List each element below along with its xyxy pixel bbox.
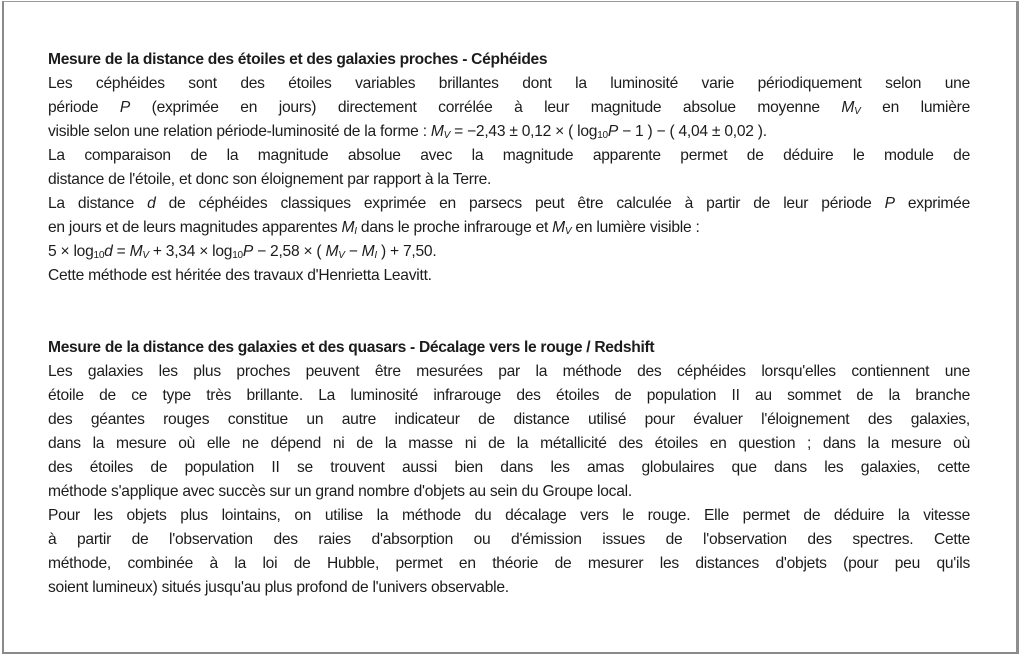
text-line: La comparaison de la magnitude absolue avec la magnitude apparente permet de déduire le module de	[48, 147, 970, 164]
document-body	[48, 48, 970, 600]
text-line: méthode s'applique avec succès sur un grand nombre d'objets au sein du Groupe local.	[48, 483, 632, 500]
text-line: dans la mesure où elle ne dépend ni de la masse ni de la métallicité des étoiles en question ; dans la mesure où	[48, 435, 970, 452]
text-line: La distance d de céphéides classiques exprimée en parsecs peut être calculée à partir de leur période P exprimée	[48, 195, 971, 212]
text-line: Les galaxies les plus proches peuvent être mesurées par la méthode des céphéides lorsqu'elles contiennent une	[48, 363, 970, 380]
section-paragraphs	[48, 360, 970, 600]
text-line: méthode, combinée à la loi de Hubble, permet en théorie de mesurer les distances d'objets (pour peu qu'ils	[48, 555, 970, 572]
text-line: à partir de l'observation des raies d'absorption ou d'émission issues de l'observation des spectres. Cette	[48, 531, 970, 548]
text-line: Cette méthode est héritée des travaux d'Henrietta Leavitt.	[48, 267, 432, 284]
text-line: des géantes rouges constitue un autre indicateur de distance utilisé pour évaluer l'éloignement des galaxies,	[48, 411, 970, 428]
text-line: $5 \times \log_{10}d = M_V + 3,34 \times \log_{10}P - 2,58$ × ( $M_V - M_I$ ) + 7,50.	[48, 243, 437, 261]
text-line: visible selon une relation période-luminosité de la forme : $M_V = -2,43 \pm 0,12$ × ( $\log_{10}P - 1$ ) − ( 4,04 ± 0,02 ).	[48, 123, 767, 141]
section-cepheides	[48, 48, 970, 288]
text-line: Les céphéides sont des étoiles variables brillantes dont la luminosité varie périodiquement selon une	[48, 75, 970, 92]
section-redshift	[48, 336, 970, 600]
text-line: distance de l'étoile, et donc son éloignement par rapport à la Terre.	[48, 171, 492, 188]
section-title: Mesure de la distance des galaxies et des quasars - Décalage vers le rouge / Redshift	[48, 339, 655, 356]
text-line: des étoiles de population II se trouvent aussi bien dans les amas globulaires que dans les galaxies, cette	[48, 459, 970, 476]
section-paragraphs	[48, 72, 970, 288]
text-line: en jours et de leurs magnitudes apparentes $M_I$ dans le proche infrarouge et $M_V$ en lumière visible :	[48, 219, 700, 237]
text-line: Pour les objets plus lointains, on utilise la méthode du décalage vers le rouge. Elle permet de déduire la vitesse	[48, 507, 970, 524]
section-title: Mesure de la distance des étoiles et des galaxies proches - Céphéides	[48, 51, 548, 68]
text-line: période P (exprimée en jours) directement corrélée à leur magnitude absolue moyenne $M_V$ en lumière	[48, 99, 970, 117]
section-spacer	[48, 288, 970, 336]
text-line: soient lumineux) situés jusqu'au plus profond de l'univers observable.	[48, 579, 509, 596]
text-line: étoile de ce type très brillante. La luminosité infrarouge des étoiles de population II au sommet de la branche	[48, 387, 970, 404]
